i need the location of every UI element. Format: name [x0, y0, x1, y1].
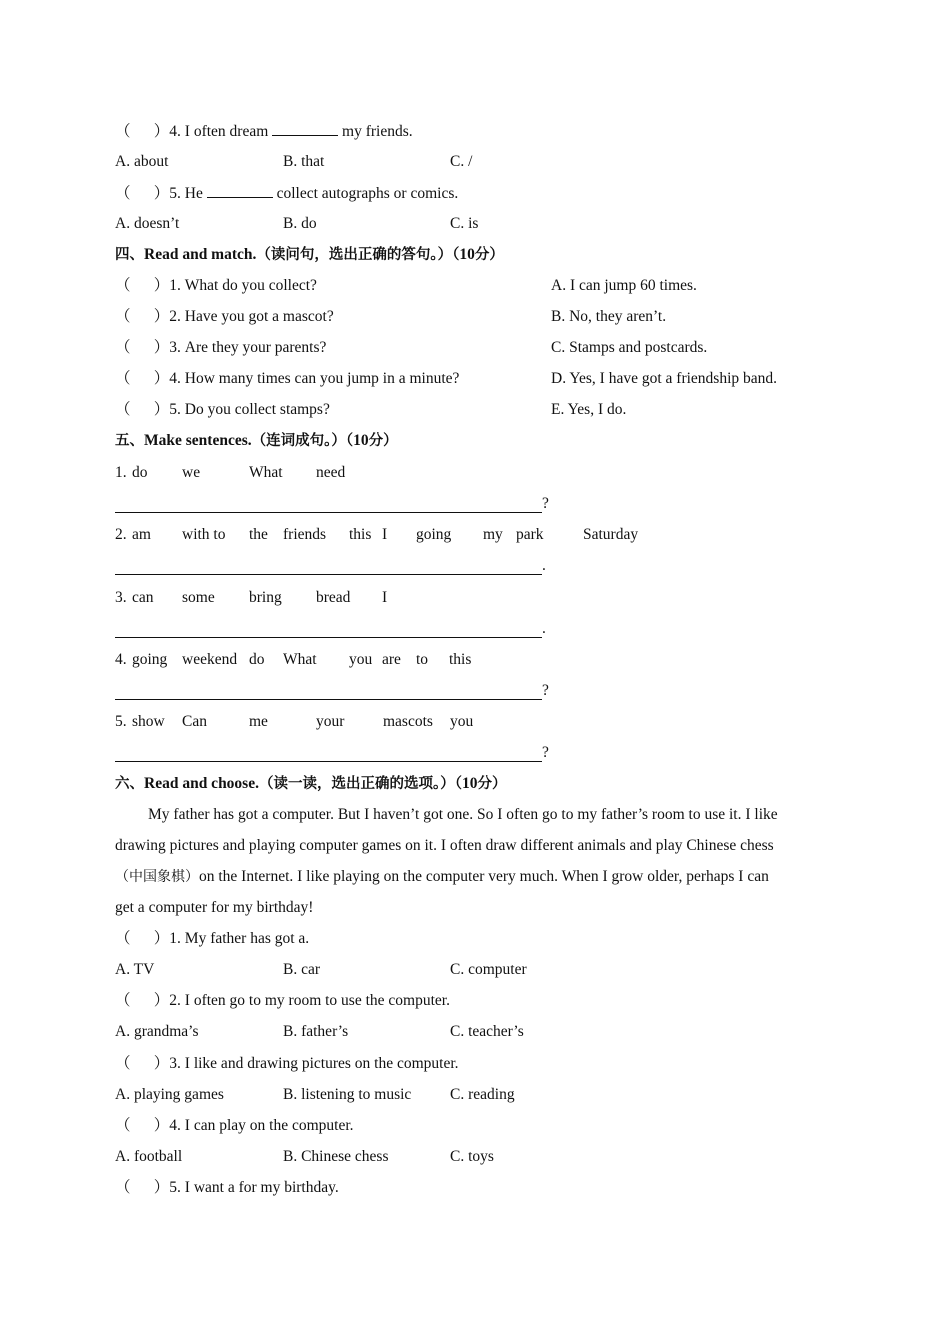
choice-question — [115, 1054, 459, 1074]
paren-close: ） — [153, 1055, 170, 1072]
question-number: 5. — [169, 185, 181, 202]
answer-blank[interactable] — [272, 121, 338, 136]
paren-close: ） — [153, 1179, 170, 1196]
section-title-end: 分） — [368, 433, 398, 449]
choice-question — [115, 1116, 354, 1136]
paren-open: （ — [115, 339, 131, 356]
question-number: 2. — [169, 992, 181, 1009]
paren-close: ） — [153, 123, 170, 140]
option-a[interactable]: A. grandma’s — [115, 1023, 199, 1040]
match-question — [115, 276, 317, 296]
question-text: I often dream — [184, 123, 269, 140]
scrambled-word: do — [132, 464, 148, 481]
paren-close: ） — [153, 308, 170, 325]
paren-open: （ — [115, 123, 131, 140]
question-text: I like and drawing pictures on the computer. — [184, 1055, 459, 1072]
scrambled-word: can — [132, 589, 154, 606]
paren-close: ） — [153, 992, 170, 1009]
sentence-end-mark: . — [542, 557, 546, 574]
option-a[interactable]: A. doesn’t — [115, 215, 180, 232]
section-title-part5 — [115, 431, 398, 451]
paren-close: ） — [153, 370, 170, 387]
match-answer: D. Yes, I have got a friendship band. — [551, 370, 778, 387]
paren-open: （ — [115, 277, 131, 294]
option-b[interactable]: B. that — [283, 153, 325, 170]
question-text: 5. Do you collect stamps? — [169, 401, 330, 418]
passage-annotation: （中国象棋） — [115, 869, 199, 885]
section-score: 10 — [459, 246, 475, 263]
section-title-part6 — [115, 774, 506, 794]
question-text: 1. What do you collect? — [169, 277, 317, 294]
paren-close: ） — [153, 185, 170, 202]
question-text: He — [184, 185, 203, 202]
question-text: I can play on the computer. — [184, 1117, 354, 1134]
paren-open: （ — [115, 1055, 131, 1072]
paren-open: （ — [115, 992, 131, 1009]
option-c[interactable]: C. toys — [450, 1148, 494, 1165]
answer-line[interactable] — [115, 699, 542, 700]
match-answer: B. No, they aren’t. — [551, 308, 667, 325]
scrambled-word: weekend — [182, 651, 238, 668]
scrambled-word: you — [349, 651, 373, 668]
paren-open: （ — [115, 930, 131, 947]
question-text: 3. Are they your parents? — [169, 339, 327, 356]
sentence-number: 3. — [115, 589, 127, 606]
section-title-end: 分） — [477, 776, 507, 792]
passage-text: on the Internet. I like playing on the computer very much. When I grow older, perhaps I can — [199, 868, 769, 885]
option-b[interactable]: B. Chinese chess — [283, 1148, 389, 1165]
scrambled-word: friends — [283, 526, 327, 543]
scrambled-word: am — [132, 526, 151, 543]
match-answer: C. Stamps and postcards. — [551, 339, 708, 356]
question-text: I want a for my birthday. — [184, 1179, 339, 1196]
scrambled-word: some — [182, 589, 215, 606]
option-b[interactable]: B. listening to music — [283, 1086, 412, 1103]
section-title-en: Read and match. — [144, 246, 257, 263]
paren-open: （ — [115, 401, 131, 418]
paren-open: （ — [115, 185, 131, 202]
paren-close: ） — [153, 277, 170, 294]
option-b[interactable]: B. do — [283, 215, 317, 232]
section-title-cn: （连词成句。）（ — [251, 433, 354, 449]
match-question — [115, 400, 330, 420]
option-c[interactable]: C. reading — [450, 1086, 515, 1103]
match-question — [115, 338, 326, 358]
sentence-end-mark: ? — [542, 682, 549, 699]
option-a[interactable]: A. about — [115, 153, 169, 170]
scrambled-word: this — [349, 526, 372, 543]
sentence-end-mark: ? — [542, 744, 549, 761]
scrambled-word: park — [516, 526, 544, 543]
section-number: 六、 — [115, 776, 144, 792]
scrambled-word: me — [249, 713, 268, 730]
answer-line[interactable] — [115, 512, 542, 513]
question-number: 3. — [169, 1055, 181, 1072]
choice-question — [115, 929, 309, 949]
choice-question — [115, 991, 450, 1011]
sentence-number: 2. — [115, 526, 127, 543]
option-a[interactable]: A. TV — [115, 961, 155, 978]
answer-blank[interactable] — [207, 183, 273, 198]
scrambled-word: bread — [316, 589, 351, 606]
option-c[interactable]: C. computer — [450, 961, 527, 978]
part3-question-4 — [115, 121, 413, 142]
question-text: collect autographs or comics. — [276, 185, 459, 202]
option-b[interactable]: B. car — [283, 961, 321, 978]
scrambled-word: you — [450, 713, 474, 730]
option-a[interactable]: A. playing games — [115, 1086, 224, 1103]
question-number: 4. — [169, 1117, 181, 1134]
sentence-number: 4. — [115, 651, 127, 668]
paren-close: ） — [153, 930, 170, 947]
paren-open: （ — [115, 1179, 131, 1196]
scrambled-word: the — [249, 526, 268, 543]
paren-open: （ — [115, 1117, 131, 1134]
scrambled-word: your — [316, 713, 345, 730]
paren-open: （ — [115, 308, 131, 325]
paren-open: （ — [115, 370, 131, 387]
scrambled-word: going — [132, 651, 168, 668]
question-number: 5. — [169, 1179, 181, 1196]
option-a[interactable]: A. football — [115, 1148, 183, 1165]
scrambled-word: my — [483, 526, 503, 543]
question-number: 1. — [169, 930, 181, 947]
question-text: 2. Have you got a mascot? — [169, 308, 334, 325]
section-number: 五、 — [115, 433, 144, 449]
scrambled-word: What — [283, 651, 317, 668]
answer-line[interactable] — [115, 761, 542, 762]
scrambled-word: we — [182, 464, 201, 481]
paren-close: ） — [153, 339, 170, 356]
scrambled-word: need — [316, 464, 346, 481]
question-number: 4. — [169, 123, 181, 140]
scrambled-word: Can — [182, 713, 207, 730]
passage-line: get a computer for my birthday! — [115, 899, 314, 916]
part3-question-5 — [115, 183, 458, 204]
scrambled-word: I — [382, 589, 388, 606]
question-text: my friends. — [342, 123, 413, 140]
scrambled-word: with to — [182, 526, 226, 543]
section-score: 10 — [353, 432, 369, 449]
option-c[interactable]: C. / — [450, 153, 473, 170]
section-title-en: Make sentences. — [144, 432, 252, 449]
scrambled-word: I — [382, 526, 388, 543]
section-title-cn: （读问句，选出正确的答句。）（ — [256, 247, 460, 263]
option-c[interactable]: C. is — [450, 215, 479, 232]
scrambled-word: What — [249, 464, 283, 481]
scrambled-word: going — [416, 526, 452, 543]
match-answer: E. Yes, I do. — [551, 401, 627, 418]
question-text: My father has got a. — [184, 930, 310, 947]
section-score: 10 — [461, 775, 478, 792]
match-answer: A. I can jump 60 times. — [551, 277, 697, 294]
section-title-en: Read and choose. — [144, 775, 259, 792]
sentence-end-mark: . — [542, 620, 546, 637]
section-title-end: 分） — [474, 247, 504, 263]
question-text: 4. How many times can you jump in a minute? — [169, 370, 460, 387]
match-question — [115, 369, 459, 389]
scrambled-word: are — [382, 651, 401, 668]
answer-line[interactable] — [115, 637, 542, 638]
answer-line[interactable] — [115, 574, 542, 575]
scrambled-word: to — [416, 651, 429, 668]
scrambled-word: show — [132, 713, 165, 730]
option-c[interactable]: C. teacher’s — [450, 1023, 524, 1040]
sentence-number: 5. — [115, 713, 127, 730]
passage-line: My father has got a computer. But I haven’t got one. So I often go to my father’s room to use it. I like — [148, 806, 778, 823]
paren-close: ） — [153, 401, 170, 418]
question-text: I often go to my room to use the computer. — [184, 992, 450, 1009]
sentence-number: 1. — [115, 464, 127, 481]
paren-close: ） — [153, 1117, 170, 1134]
option-b[interactable]: B. father’s — [283, 1023, 349, 1040]
scrambled-word: Saturday — [583, 526, 639, 543]
section-number: 四、 — [115, 247, 144, 263]
passage-line — [115, 867, 769, 887]
section-title-cn: （读一读，选出正确的选项。）（ — [258, 776, 462, 792]
scrambled-word: do — [249, 651, 265, 668]
sentence-end-mark: ? — [542, 495, 549, 512]
scrambled-word: this — [449, 651, 472, 668]
scrambled-word: mascots — [383, 713, 433, 730]
match-question — [115, 307, 334, 327]
choice-question — [115, 1178, 339, 1198]
section-title-part4 — [115, 245, 504, 265]
scrambled-word: bring — [249, 589, 282, 606]
passage-line: drawing pictures and playing computer games on it. I often draw different animals and play Chinese chess — [115, 837, 774, 854]
